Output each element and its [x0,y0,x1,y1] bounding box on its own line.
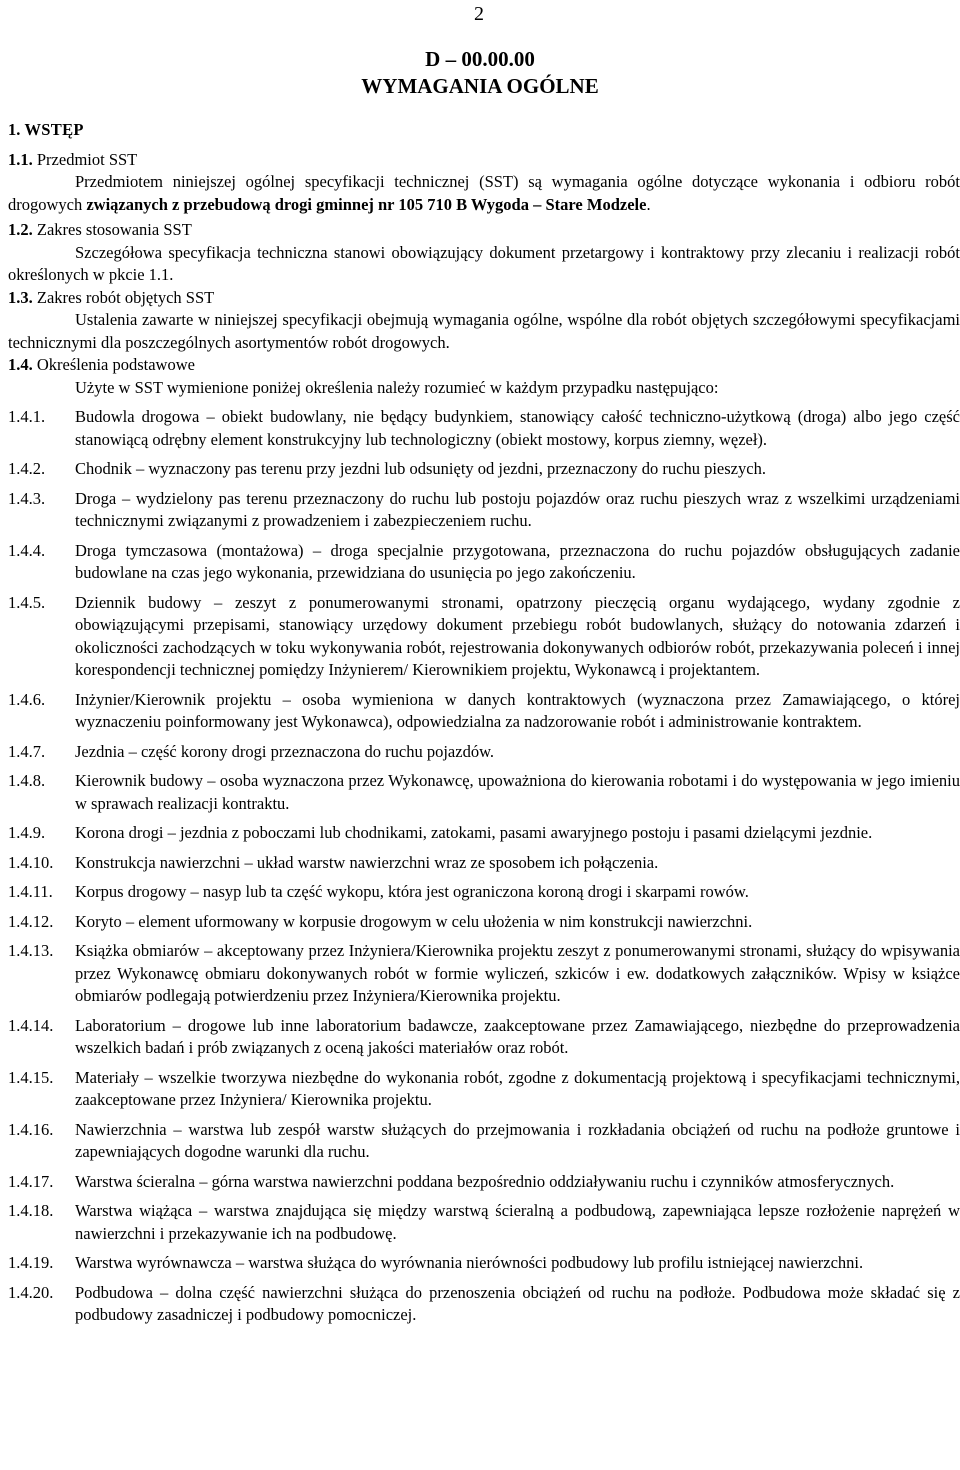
section-1-4-intro: Użyte w SST wymienione poniżej określenia należy rozumieć w każdym przypadku następująco: [75,377,719,397]
definition-text: Podbudowa – dolna część nawierzchni służąca do przenoszenia obciążeń od ruchu na podłoże. Podbudowa może składać się z podbudowy zasadniczej i podbudowy pomocniczej. [75,1282,960,1324]
definition-text: Warstwa wyrównawcza – warstwa służąca do wyrównania nierówności podbudowy lub profilu istniejącej nawierzchni. [75,1253,864,1272]
section-1-3-heading [8,287,960,310]
definition-item [8,488,960,533]
definition-number: 1.4.17. [8,1171,54,1191]
definition-item [8,689,960,734]
section-1-1-heading [8,149,960,172]
definition-number: 1.4.9. [8,823,46,842]
project-name: związanych z przebudową drogi gminnej nr 105 710 B Wygoda – Stare Modzele [86,194,647,214]
definition-text: Droga tymczasowa (montażowa) – droga specjalnie przygotowana, przeznaczona do ruchu pojazdów obsługujących zadanie budowlane na czas jego wykonania, przewidziana do usunięcia po jego zakończeniu. [75,540,960,582]
definition-text: Kierownik budowy – osoba wyznaczona przez Wykonawcę, upoważniona do kierowania robotami i do występowania w jego imieniu w sprawach realizacji kontraktu. [75,771,960,813]
definition-item [8,1067,960,1112]
definition-item [8,592,960,682]
definition-text: Koryto – element uformowany w korpusie drogowym w celu ułożenia w nim konstrukcji nawierzchni. [75,911,753,931]
definition-number: 1.4.10. [8,852,54,872]
paragraph-end: . [646,194,651,214]
definition-text: Materiały – wszelkie tworzywa niezbędne do wykonania robót, zgodne z dokumentacją projektową i specyfikacjami technicznymi, zaakceptowane przez Inżyniera/ Kierownika projektu. [75,1067,960,1109]
section-number: 1. [8,120,21,139]
definitions-list [8,406,960,1327]
section-number: 1.2. [8,220,33,239]
definition-item [8,458,960,481]
section-1-3-text: Ustalenia zawarte w niniejszej specyfikacji obejmują wymagania ogólne, wspólne dla robót objętych szczegółowymi specyfikacjami technicznymi dla poszczególnych asortymentów robót drogowych. [8,310,960,352]
definition-number: 1.4.20. [8,1282,54,1302]
definition-item [8,911,960,934]
definition-number: 1.4.15. [8,1067,54,1087]
page-number: 2 [474,3,484,25]
definition-number: 1.4.3. [8,488,46,508]
definition-text: Nawierzchnia – warstwa lub zespół warstw służących do przejmowania i rozkładania obciążeń od ruchu na podłoże gruntowe i zapewniających dogodne warunki dla ruchu. [75,1119,960,1161]
definition-text: Warstwa wiążąca – warstwa znajdująca się między warstwą ścieralną a podbudową, zapewniająca lepsze rozłożenie naprężeń w nawierzchni i przekazywanie ich na podbudowę. [75,1201,960,1243]
definition-text: Budowla drogowa – obiekt budowlany, nie będący budynkiem, stanowiący całość techniczno-użytkową (droga) albo jego część stanowiącą odrębny element konstrukcyjny lub technologiczny (obiekt mostowy, korpus ziemny, węzeł). [75,407,960,449]
definition-number: 1.4.13. [8,941,54,960]
definition-number: 1.4.11. [8,882,53,901]
definition-item [8,1119,960,1164]
definition-item [8,540,960,585]
definition-item [8,1200,960,1245]
definition-number: 1.4.8. [8,771,46,790]
section-title: Przedmiot SST [36,149,138,169]
definition-number: 1.4.19. [8,1253,54,1272]
section-1-heading [8,119,960,142]
definition-text: Jezdnia – część korony drogi przeznaczona do ruchu pojazdów. [75,741,495,761]
definition-item [8,852,960,875]
section-title: WSTĘP [24,120,84,139]
definition-item [8,822,960,845]
definition-number: 1.4.7. [8,741,46,761]
definition-number: 1.4.18. [8,1201,54,1220]
definition-text: Konstrukcja nawierzchni – układ warstw nawierzchni wraz ze sposobem ich połączenia. [75,852,659,872]
definition-item [8,1252,960,1275]
definition-text: Laboratorium – drogowe lub inne laboratorium badawcze, zaakceptowane przez Zamawiającego, niezbędne do przeprowadzenia wszelkich badań i prób związanych z oceną jakości materiałów oraz robót. [75,1015,960,1057]
definition-item [8,1171,960,1194]
definition-item [8,1015,960,1060]
definition-number: 1.4.16. [8,1119,54,1139]
definition-text: Książka obmiarów – akceptowany przez Inżyniera/Kierownika projektu zeszyt z ponumerowanymi stronami, służący do wpisywania przez Wykonawcę obmiaru dokonywanych robót w formie wyliczeń, szkiców i ew. dodatkowych załączników. Wpisy w książce obmiarów podlegają potwierdzeniu przez Inżyniera/Kierownika projektu. [75,941,960,1005]
section-number: 1.4. [8,355,33,374]
definition-item [8,940,960,1008]
definition-text: Inżynier/Kierownik projektu – osoba wymieniona w danych kontraktowych (wyznaczona przez Zamawiającego, o której wyznaczeniu poinformowany jest Wykonawca), odpowiedzialna za nadzorowanie robót i administrowanie kontraktem. [75,689,960,731]
section-title: Zakres stosowania SST [36,220,192,239]
definition-item [8,1282,960,1327]
definition-text: Chodnik – wyznaczony pas terenu przy jezdni lub odsunięty od jezdni, przeznaczony do ruchu pieszych. [75,459,766,478]
definition-number: 1.4.1. [8,407,46,426]
section-1-2-text: Szczegółowa specyfikacja techniczna stanowi obowiązujący dokument przetargowy i kontraktowy przy zlecaniu i realizacji robót określonych w pkcie 1.1. [8,242,960,284]
definition-number: 1.4.2. [8,459,46,478]
section-number: 1.3. [8,287,33,307]
document-code: D – 00.00.00 [425,47,535,71]
definition-item [8,406,960,451]
definition-item [8,770,960,815]
document-title: WYMAGANIA OGÓLNE [361,74,599,98]
definition-text: Korpus drogowy – nasyp lub ta część wykopu, która jest ograniczona koroną drogi i skarpami rowów. [75,882,749,901]
definition-number: 1.4.5. [8,592,46,612]
document-body [8,119,960,1327]
definition-number: 1.4.6. [8,689,46,709]
definition-number: 1.4.4. [8,540,46,560]
definition-number: 1.4.14. [8,1015,54,1035]
definition-number: 1.4.12. [8,911,54,931]
definition-text: Droga – wydzielony pas terenu przeznaczony do ruchu lub postoju pojazdów oraz ruchu pieszych wraz z wszelkimi urządzeniami technicznymi związanymi z prowadzeniem i zabezpieczeniem ruchu. [75,488,960,530]
definition-item [8,881,960,904]
section-1-1-text [8,171,960,216]
definition-text: Korona drogi – jezdnia z poboczami lub chodnikami, zatokami, pasami awaryjnego postoju i pasami dzielącymi jezdnie. [75,823,873,842]
section-1-4-heading [8,354,960,377]
section-title: Określenia podstawowe [36,355,195,374]
paragraph-text: Przedmiotem niniejszej ogólnej specyfikacji technicznej (SST) są wymagania ogólne dotyczące wykonania i odbioru robót drogowych [8,172,960,214]
definition-item [8,741,960,764]
section-title: Zakres robót objętych SST [36,287,215,307]
section-number: 1.1. [8,149,33,169]
definition-text: Warstwa ścieralna – górna warstwa nawierzchni poddana bezpośrednio oddziaływaniu ruchu i czynników atmosferycznych. [75,1171,895,1191]
definition-text: Dziennik budowy – zeszyt z ponumerowanymi stronami, opatrzony pieczęcią organu wydającego, wydany zgodnie z obowiązującymi przepisami, stanowiący urzędowy dokument przebiegu robót budowlanych, służący do notowania zdarzeń i okoliczności zachodzących w toku wykonywania robót, rejestrowania dokonywanych odbiorów robót, przekazywania poleceń i innej korespondencji technicznej pomiędzy Inżynierem/ Kierownikiem projektu, Wykonawcą i projektantem. [75,592,960,679]
section-1-2-heading [8,219,960,242]
